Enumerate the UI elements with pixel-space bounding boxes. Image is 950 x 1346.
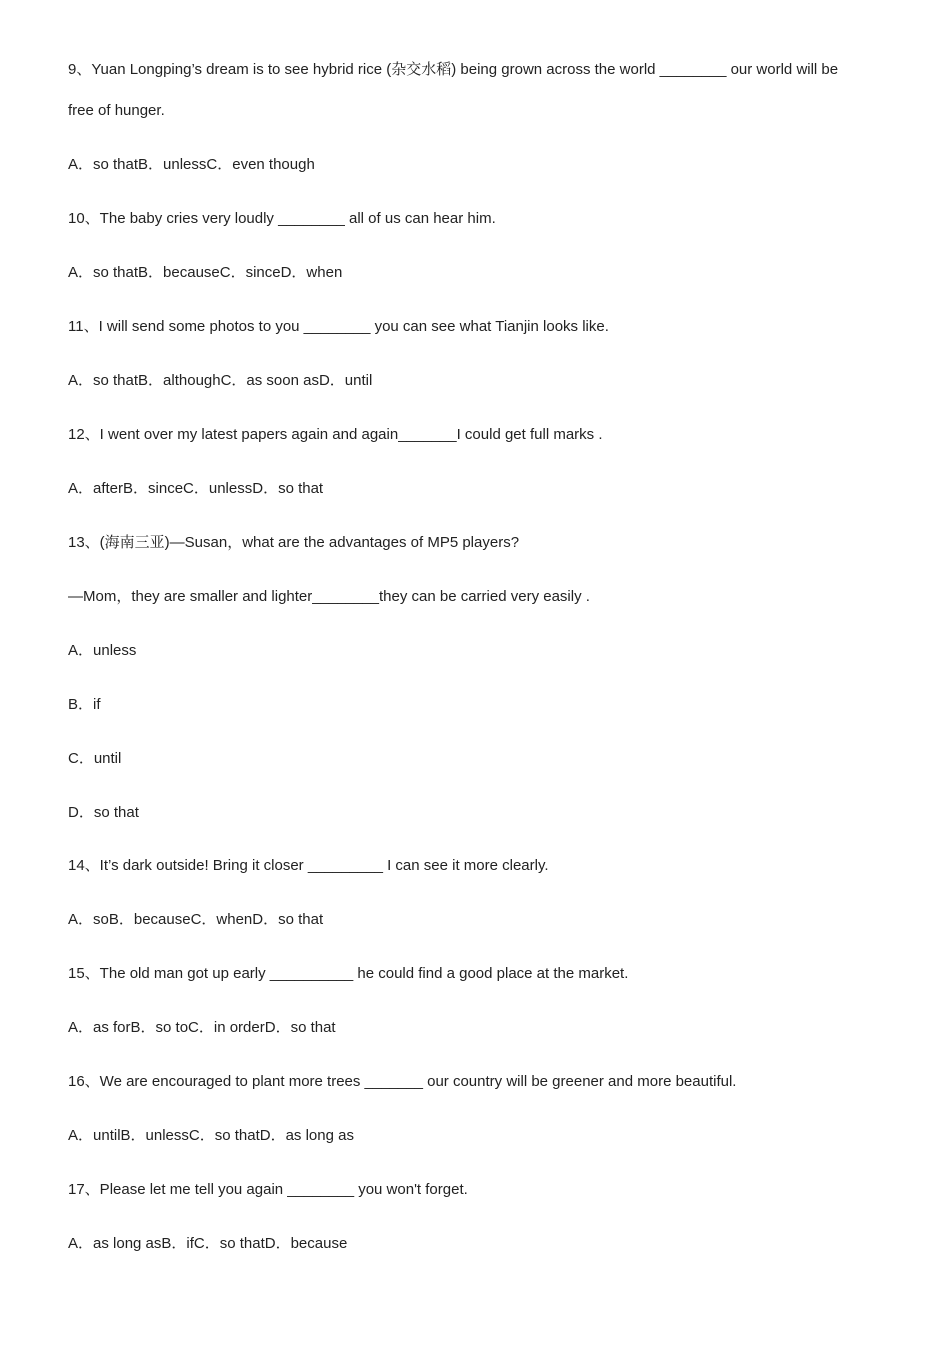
question-12-options: A．afterB．sinceC．unlessD．so that [68,480,324,497]
question-15-options: A．as forB．so toC．in orderD．so that [68,1019,336,1036]
question-11-options: A．so thatB．althoughC．as soon asD．until [68,372,373,389]
question-14-stem: 14、It’s dark outside! Bring it closer _________ I can see it more clearly. [68,857,549,874]
question-15-stem: 15、The old man got up early __________ he could find a good place at the market. [68,965,629,982]
question-10-stem: 10、The baby cries very loudly ________ all of us can hear him. [68,210,496,227]
question-13-stem: 13、(海南三亚)—Susan，what are the advantages of MP5 players? [68,534,520,551]
question-9-options: A．so thatB．unlessC．even though [68,156,315,173]
question-13-option-b: B．if [68,696,101,713]
question-12-stem: 12、I went over my latest papers again and again_______I could get full marks . [68,426,603,443]
question-13-dialogue: —Mom，they are smaller and lighter________they can be carried very easily . [68,588,590,605]
question-17-stem: 17、Please let me tell you again ________ you won't forget. [68,1181,468,1198]
question-10-options: A．so thatB．becauseC．sinceD．when [68,264,343,281]
question-9-stem-line-2: free of hunger. [68,102,165,119]
question-13-option-c: C．until [68,750,122,767]
question-17-options: A．as long asB．ifC．so thatD．because [68,1235,348,1252]
question-16-options: A．untilB．unlessC．so thatD．as long as [68,1127,354,1144]
question-9-stem-line-1: 9、Yuan Longping’s dream is to see hybrid rice (杂交水稻) being grown across the world ________ our world will be [68,61,839,78]
question-13-option-a: A．unless [68,642,137,659]
question-16-stem: 16、We are encouraged to plant more trees _______ our country will be greener and more beautiful. [68,1073,737,1090]
question-11-stem: 11、I will send some photos to you ________ you can see what Tianjin looks like. [68,318,609,335]
question-13-option-d: D．so that [68,804,139,821]
question-14-options: A．soB．becauseC．whenD．so that [68,911,324,928]
